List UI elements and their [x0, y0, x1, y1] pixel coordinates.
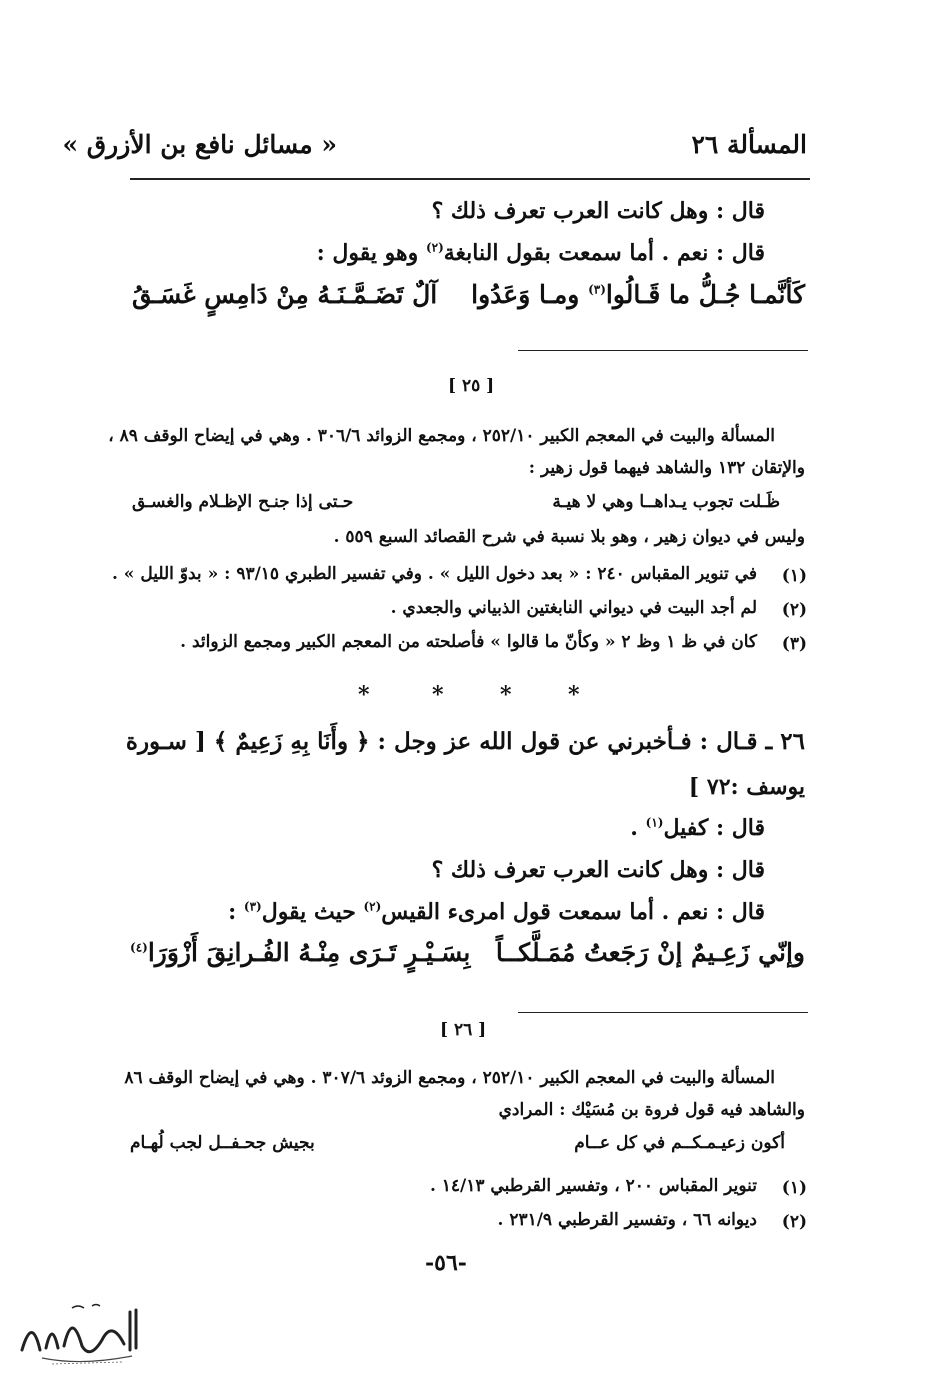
footnote-number: (١)	[781, 566, 807, 586]
seal-logo	[12, 1300, 147, 1370]
separator-star: *	[568, 682, 580, 708]
footnote-ref: (١)	[645, 815, 664, 830]
footnote-rule	[518, 1012, 808, 1013]
text-line: قال : وهل كانت العرب تعرف ذلك ؟	[431, 198, 765, 224]
text-span: قال : نعم . أما سمعت قول امرىء القيس	[381, 899, 765, 925]
verse-hemistich-right: وإنّي زَعِـيمٌ إنْ رَجَعتُ مُمَـلَّكــاً	[495, 938, 805, 967]
separator-star: *	[432, 682, 444, 708]
verse-hemistich-left: آلٌ تَضَـمَّـنَـهُ مِنْ دَامِسٍ غَسَـقُ	[132, 280, 438, 309]
text-line: يوسف :٧٢ ]	[688, 774, 805, 800]
note-paragraph: وليس في ديوان زهير ، وهو بلا نسبة في شرح القصائد السبع ٥٥٩ .	[333, 527, 805, 547]
separator-star: *	[358, 682, 370, 708]
text-span: قال : كفيل	[663, 815, 765, 841]
text-span: بِسَـيْـرٍ تَـرَى مِنْـهُ الفُـرانِقَ أَزْوَرَا	[147, 938, 471, 967]
book-title: « مسائل نافع بن الأزرق »	[62, 130, 337, 159]
verse-hemistich-right	[471, 280, 805, 309]
note-paragraph: المسألة والبيت في المعجم الكبير ٢٥٢/١٠ ، ومجمع الزوئد ٣٠٧/٦ . وهي في إيضاح الوقف ٨٦	[124, 1068, 775, 1088]
footnote-text: كان في ظ ١ وظ ٢ « وكأنّ ما قالوا » فأصلحته من المعجم الكبير ومجمع الزوائد .	[180, 632, 757, 652]
note-paragraph: والإتقان ١٣٢ والشاهد فيهما قول زهير :	[528, 458, 805, 478]
page-number: -٥٦-	[425, 1250, 467, 1276]
note-paragraph: والشاهد فيه قول فروة بن مُسَيْك : المرادي	[498, 1100, 805, 1120]
question-line: ٢٦ ـ قـال : فـأخبرني عن قول الله عز وجل : ﴿ وأَنَا بِهِ زَعِيمٌ ﴾ [ سـورة	[125, 728, 805, 755]
footnote-ref: (٣)	[243, 899, 262, 914]
footnote-ref: (٣)	[588, 282, 606, 297]
text-span: قال : نعم . أما سمعت بقول النابغة	[443, 240, 765, 266]
text-span: كَأنَّمـا جُـلُّ ما قَـالُوا	[605, 280, 805, 309]
text-line	[317, 240, 765, 266]
text-line	[228, 899, 765, 925]
footnote-text: تنوير المقباس ٢٠٠ ، وتفسير القرطبي ١٤/١٣ .	[429, 1176, 757, 1196]
footnote-number: (١)	[781, 1178, 807, 1198]
note-verse-right: ظَـلت تجوب يـداهــا وهي لا هيـة	[552, 492, 780, 512]
header-rule	[130, 178, 810, 180]
note-label: [ ٢٦ ]	[440, 1020, 487, 1040]
footnote-number: (٢)	[781, 1212, 807, 1232]
footnote-rule	[518, 350, 808, 351]
footnote-ref: (٤)	[130, 940, 148, 955]
verse-hemistich-left	[130, 938, 470, 967]
text-line	[630, 815, 765, 841]
note-verse-right: أكون زعيـمـكــم في كل عــام	[574, 1133, 785, 1153]
text-span: .	[630, 815, 646, 841]
text-span: :	[228, 899, 244, 925]
footnote-ref: (٢)	[363, 899, 382, 914]
note-paragraph: المسألة والبيت في المعجم الكبير ٢٥٢/١٠ ، ومجمع الزوائد ٣٠٦/٦ . وهي في إيضاح الوقف ٨٩ ،	[108, 426, 775, 446]
text-span: ومـا وَعَدُوا	[471, 280, 589, 309]
footnote-number: (٢)	[781, 600, 807, 620]
text-span: وهو يقول :	[316, 240, 426, 266]
separator-star: *	[500, 682, 512, 708]
note-verse-left: بجيش جحـفــل لجب لُهـام	[130, 1133, 315, 1153]
footnote-ref: (٢)	[425, 240, 444, 255]
note-verse-left: حـتى إذا جنـح الإظـلام والغسـق	[132, 492, 354, 512]
text-span: حيث يقول	[261, 899, 364, 925]
note-label: [ ٢٥ ]	[448, 376, 495, 396]
footnote-text: في تنوير المقباس ٢٤٠ : « بعد دخول الليل » . وفي تفسير الطبري ٩٣/١٥ : « بدوّ الليل » .	[111, 564, 757, 584]
footnote-number: (٣)	[781, 634, 807, 654]
chapter-title: المسألة ٢٦	[691, 130, 807, 159]
footnote-text: ديوانه ٦٦ ، وتفسير القرطبي ٢٣١/٩ .	[497, 1210, 757, 1230]
footnote-text: لم أجد البيت في ديواني النابغتين الذبياني والجعدي .	[390, 598, 757, 618]
text-line: قال : وهل كانت العرب تعرف ذلك ؟	[431, 857, 765, 883]
